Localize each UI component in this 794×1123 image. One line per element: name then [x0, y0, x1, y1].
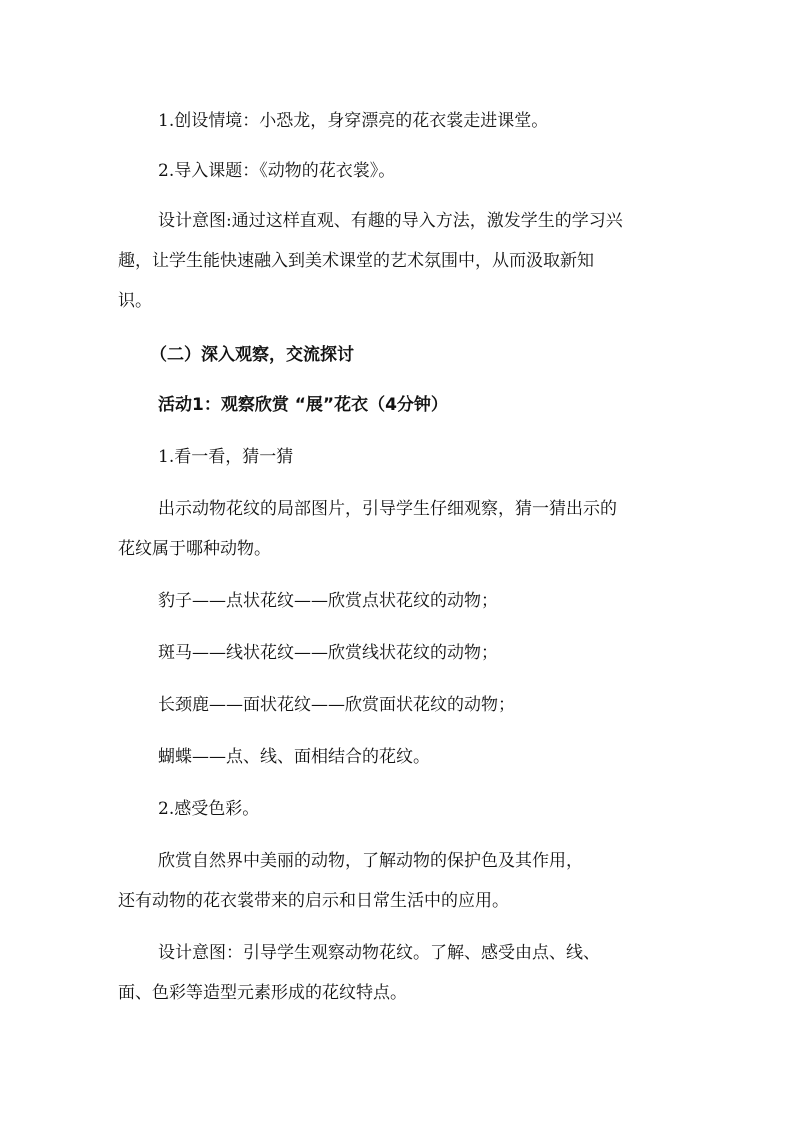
paragraph-create-situation: 1.创设情境：小恐龙，身穿漂亮的花衣裳走进课堂。 — [158, 111, 549, 131]
paragraph-design-intent-2-line-1: 设计意图：引导学生观察动物花纹。了解、感受由点、线、 — [158, 943, 600, 963]
animal-butterfly: 蝴蝶——点、线、面相结合的花纹。 — [158, 747, 430, 767]
animal-giraffe: 长颈鹿——面状花纹——欣赏面状花纹的动物； — [158, 695, 515, 715]
paragraph-design-intent-1-line-1: 设计意图:通过这样直观、有趣的导入方法，激发学生的学习兴 — [158, 211, 623, 231]
section-heading: （二）深入观察，交流探讨 — [150, 345, 354, 365]
paragraph-design-intent-1-line-3: 识。 — [118, 291, 152, 311]
animal-leopard: 豹子——点状花纹——欣赏点状花纹的动物； — [158, 591, 498, 611]
item-feel-colors: 2.感受色彩。 — [158, 799, 260, 819]
item2-description-line-2: 还有动物的花衣裳带来的启示和日常生活中的应用。 — [118, 891, 509, 911]
item1-description-line-1: 出示动物花纹的局部图片，引导学生仔细观察，猜一猜出示的 — [158, 499, 617, 519]
animal-zebra: 斑马——线状花纹——欣赏线状花纹的动物； — [158, 643, 498, 663]
item2-description-line-1: 欣赏自然界中美丽的动物，了解动物的保护色及其作用， — [158, 851, 583, 871]
paragraph-introduce-topic: 2.导入课题：《动物的花衣裳》。 — [158, 161, 396, 181]
item1-description-line-2: 花纹属于哪种动物。 — [118, 539, 271, 559]
paragraph-design-intent-2-line-2: 面、色彩等造型元素形成的花纹特点。 — [118, 983, 407, 1003]
activity-heading: 活动1：观察欣赏 “展”花衣（4分钟） — [158, 395, 448, 415]
paragraph-design-intent-1-line-2: 趣，让学生能快速融入到美术课堂的艺术氛围中，从而汲取新知 — [118, 251, 594, 271]
item-look-and-guess: 1.看一看，猜一猜 — [158, 447, 294, 467]
